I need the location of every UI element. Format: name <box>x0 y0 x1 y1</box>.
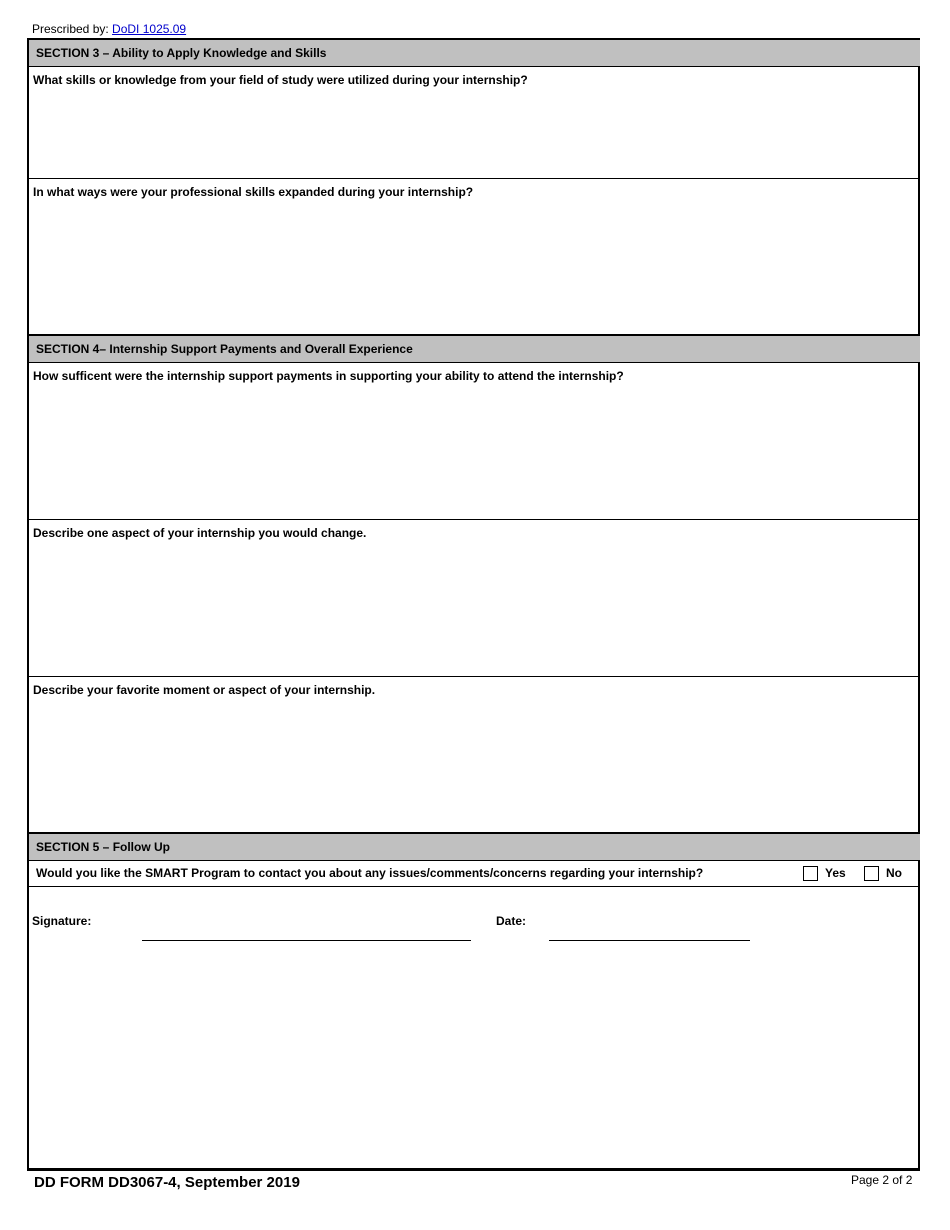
section-3-question-2: In what ways were your professional skills expanded during your internship? <box>33 185 474 199</box>
section-4-question-2-block <box>29 520 918 676</box>
section-5-question: Would you like the SMART Program to contact you about any issues/comments/concerns regarding your internship? <box>36 866 704 880</box>
section-3-question-2-block <box>29 179 918 334</box>
signature-line[interactable] <box>142 940 471 941</box>
no-label: No <box>886 866 902 880</box>
section-3-answer-2[interactable] <box>33 201 914 330</box>
section-5-header: SECTION 5 – Follow Up <box>29 834 920 861</box>
prescribed-label: Prescribed by: <box>32 22 109 36</box>
section-3-question-1-block <box>29 67 918 179</box>
form-title: DD FORM DD3067-4, September 2019 <box>34 1174 300 1191</box>
section-3-question-1: What skills or knowledge from your field of study were utilized during your internship? <box>33 73 528 87</box>
section-3-answer-1[interactable] <box>33 89 914 175</box>
section-4-question-3-block <box>29 677 918 832</box>
date-line[interactable] <box>549 940 750 941</box>
prescribed-link[interactable]: DoDI 1025.09 <box>112 22 187 36</box>
section-4-answer-1[interactable] <box>33 385 914 515</box>
section-4-question-1-block <box>29 363 918 519</box>
date-label: Date: <box>496 914 527 928</box>
section-4-question-1: How sufficent were the internship support payments in supporting your ability to attend the internship? <box>33 369 624 383</box>
yes-checkbox[interactable] <box>803 866 818 881</box>
prescribed-by <box>32 22 186 36</box>
section-4-answer-3[interactable] <box>33 699 914 828</box>
divider <box>29 886 920 887</box>
section-4-question-2: Describe one aspect of your internship you would change. <box>33 526 367 540</box>
section-4-header: SECTION 4– Internship Support Payments and Overall Experience <box>29 336 920 363</box>
page-number: Page 2 of 2 <box>851 1173 913 1187</box>
section-4-answer-2[interactable] <box>33 542 914 672</box>
section-3-header: SECTION 3 – Ability to Apply Knowledge and Skills <box>29 40 920 67</box>
signature-label: Signature: <box>32 914 92 928</box>
section-4-question-3: Describe your favorite moment or aspect of your internship. <box>33 683 376 697</box>
no-checkbox[interactable] <box>864 866 879 881</box>
yes-label: Yes <box>825 866 846 880</box>
